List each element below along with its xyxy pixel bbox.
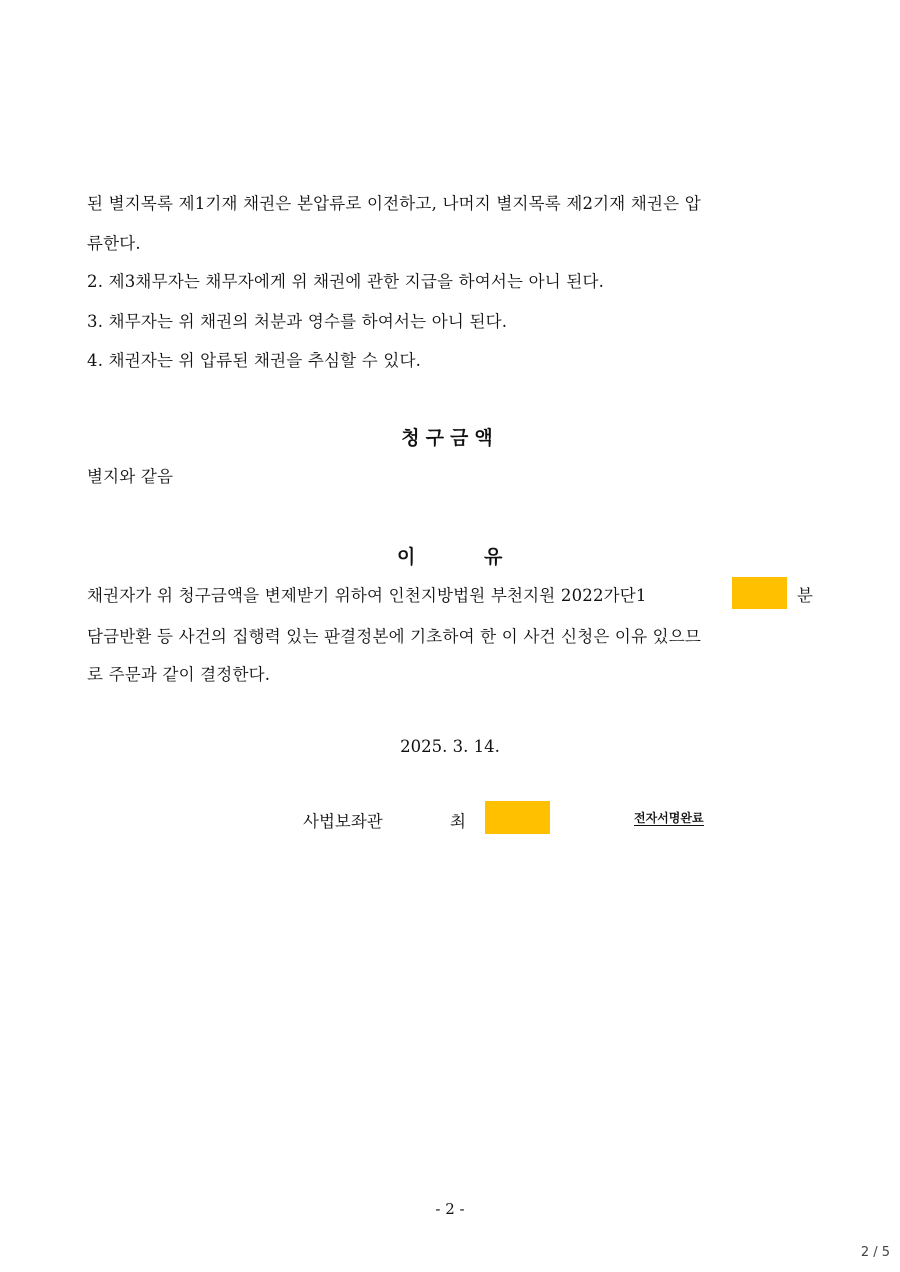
reason-line-3: 로 주문과 같이 결정한다. xyxy=(87,665,271,684)
reason-line-1-end: 분 xyxy=(797,586,814,605)
order-line-2: 류한다. xyxy=(87,234,141,253)
page-number: - 2 - xyxy=(435,1200,465,1218)
redaction-signer-name xyxy=(485,801,550,834)
reason-heading-right: 유 xyxy=(484,546,503,568)
claim-heading: 청구금액 xyxy=(401,427,499,449)
reason-line-2: 담금반환 등 사건의 집행력 있는 판결정본에 기초하여 한 이 사건 신청은 이유 있으므 xyxy=(87,627,702,646)
claim-text: 별지와 같음 xyxy=(87,467,174,486)
order-line-1: 된 별지목록 제1기재 채권은 본압류로 이전하고, 나머지 별지목록 제2기재 채권은 압 xyxy=(87,194,701,213)
signer-title: 사법보좌관 xyxy=(303,812,383,831)
order-item-2: 2. 제3채무자는 채무자에게 위 채권에 관한 지급을 하여서는 아니 된다. xyxy=(87,272,605,291)
decision-date: 2025. 3. 14. xyxy=(400,737,500,756)
reason-heading-left: 이 xyxy=(397,546,416,568)
reason-line-1: 채권자가 위 청구금액을 변제받기 위하여 인천지방법원 부천지원 2022가단1 xyxy=(87,586,647,605)
signer-name: 최 xyxy=(450,812,466,831)
electronic-signature-mark: 전자서명완료 xyxy=(634,811,704,825)
page-count: 2 / 5 xyxy=(860,1245,890,1260)
order-item-3: 3. 채무자는 위 채권의 처분과 영수를 하여서는 아니 된다. xyxy=(87,312,508,331)
order-item-4: 4. 채권자는 위 압류된 채권을 추심할 수 있다. xyxy=(87,351,422,370)
redaction-case-number xyxy=(732,577,787,609)
